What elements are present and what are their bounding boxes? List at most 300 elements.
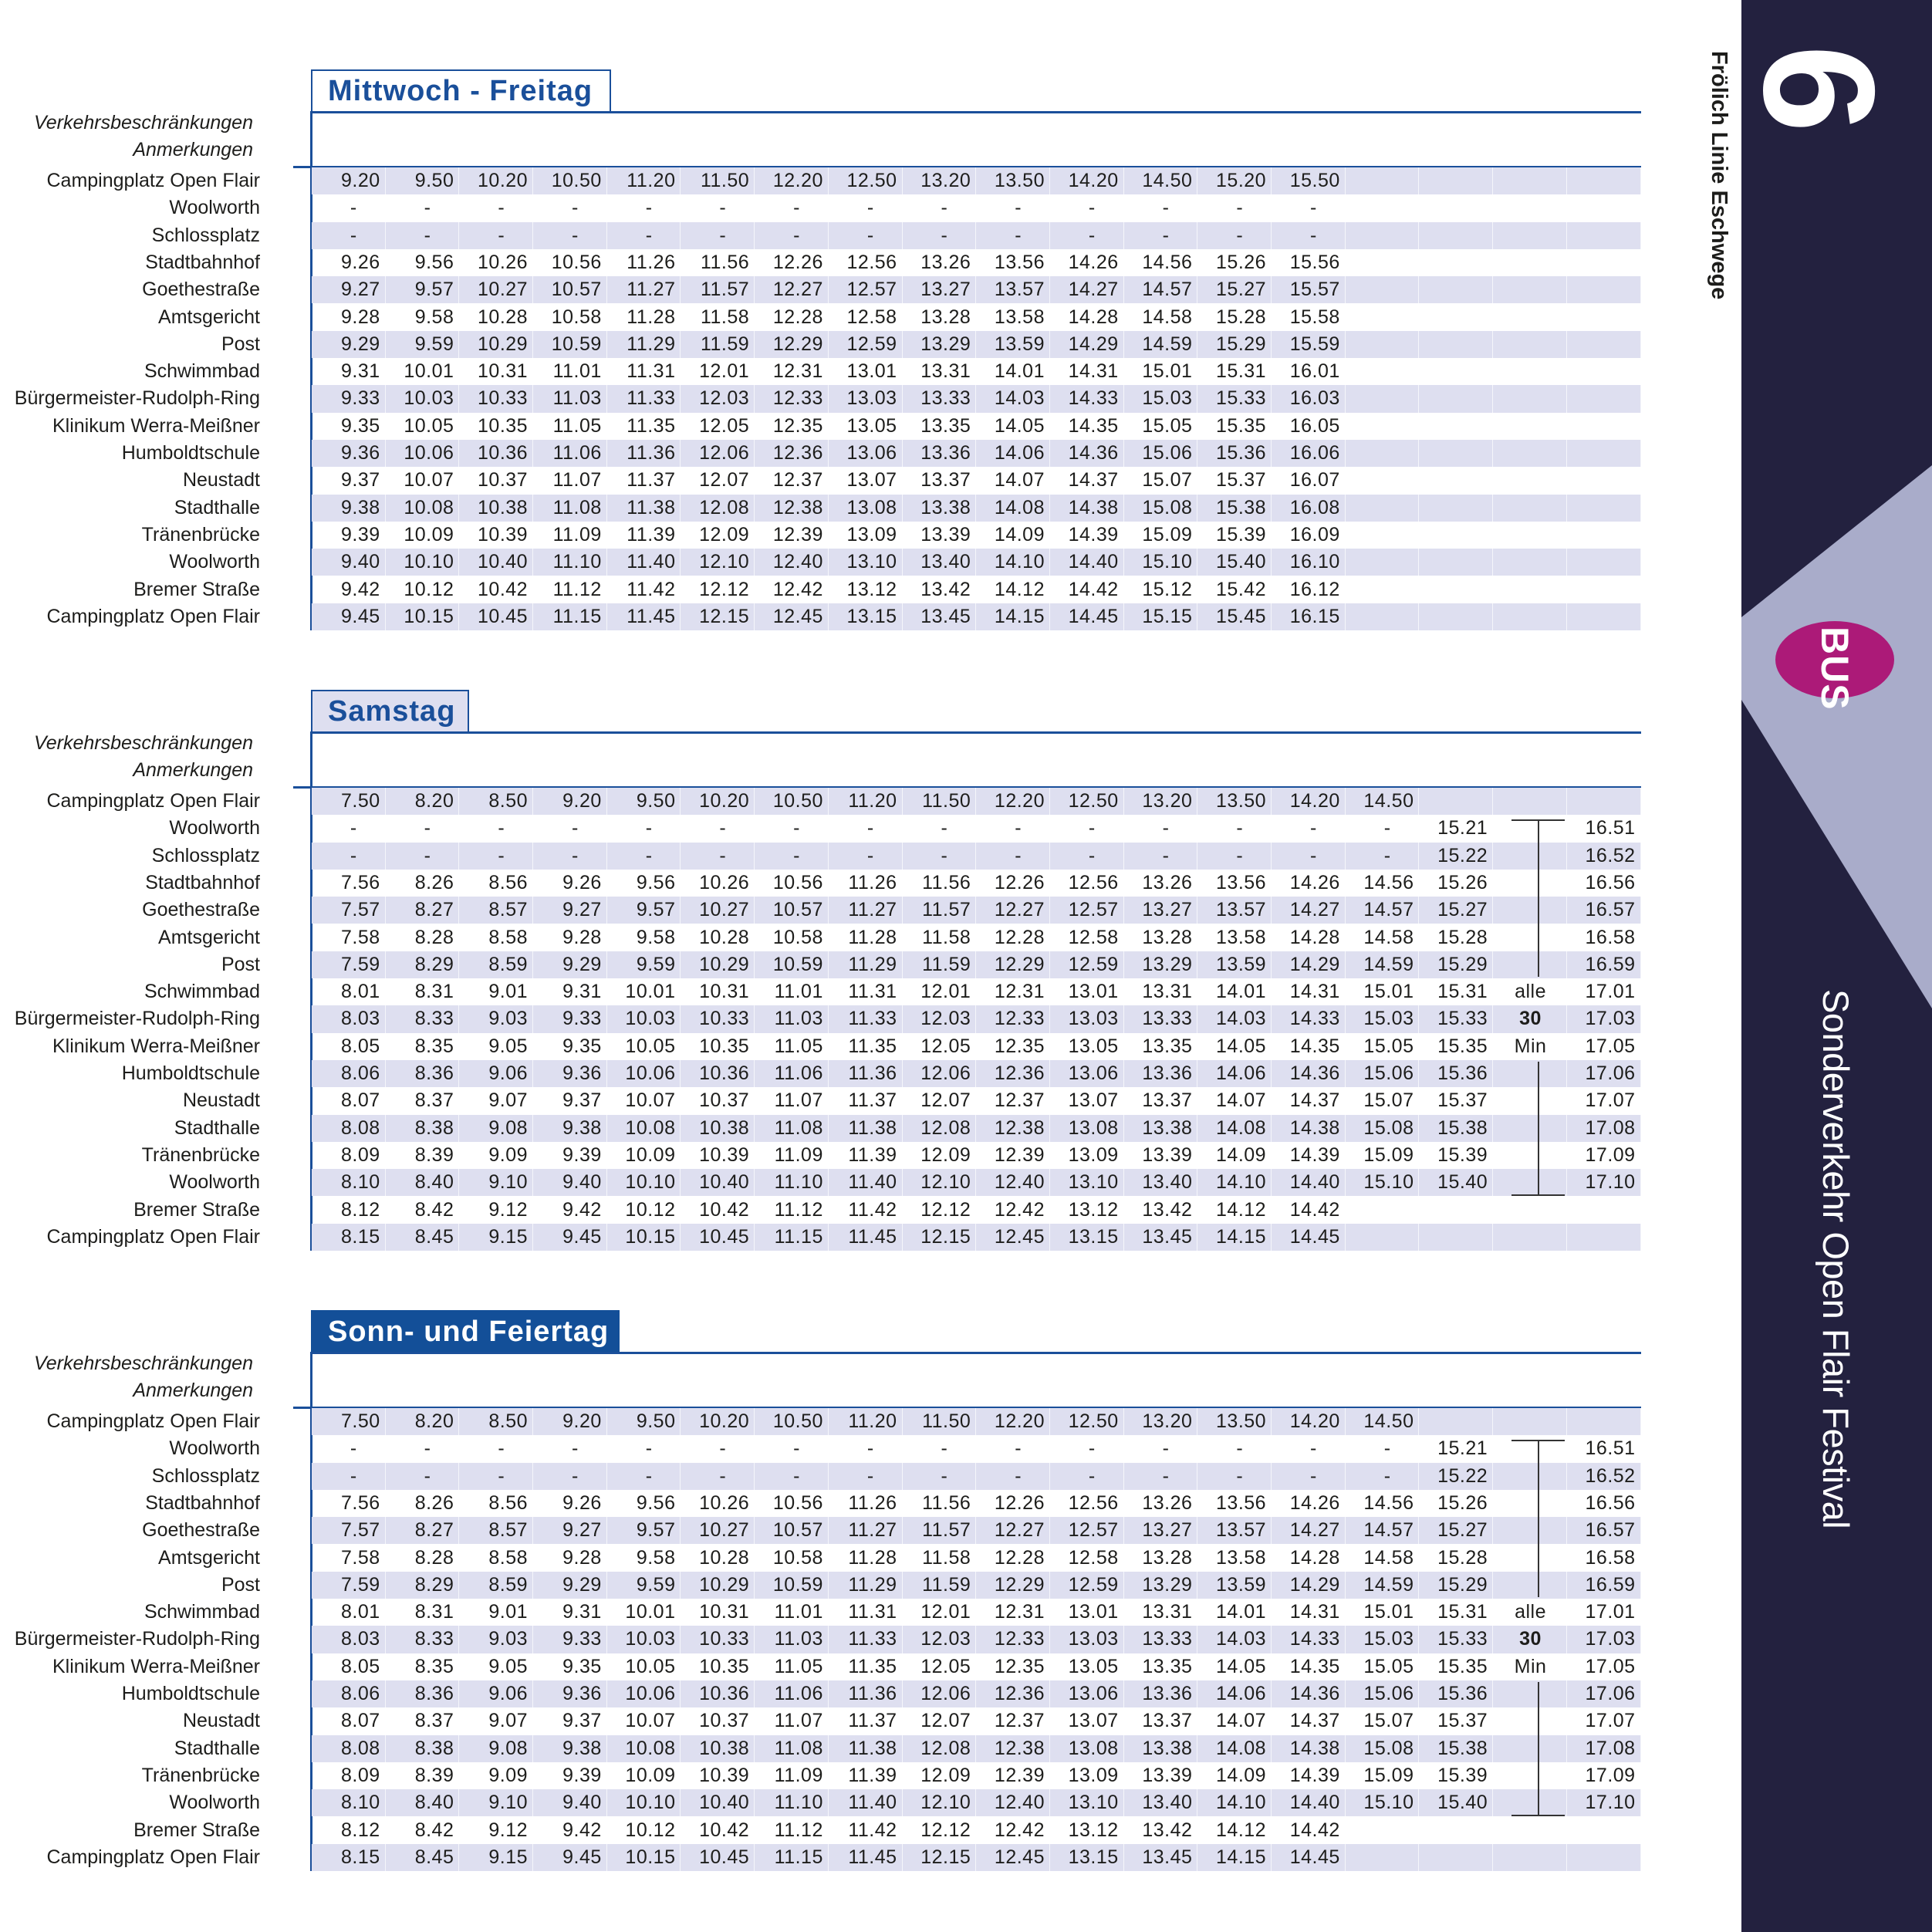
departure-time: 13.07 <box>1050 1087 1124 1114</box>
departure-time <box>1493 1844 1567 1871</box>
restrictions-label: Verkehrsbeschränkungen <box>34 1353 253 1374</box>
departure-time: - <box>1272 1463 1346 1490</box>
departure-time: 11.20 <box>829 1408 903 1435</box>
departure-time: 10.42 <box>681 1817 755 1844</box>
table-row <box>312 1735 1641 1762</box>
departure-time <box>1567 467 1641 494</box>
departure-time <box>1493 522 1567 549</box>
departure-time: 12.58 <box>1050 924 1124 951</box>
departure-time: - <box>681 1435 755 1462</box>
departure-time: 8.09 <box>312 1142 386 1169</box>
departure-time: 9.31 <box>533 978 607 1005</box>
header-top-line <box>311 111 1641 113</box>
departure-time: 11.29 <box>829 1572 903 1599</box>
side-triangle <box>1731 0 1932 1932</box>
departure-time <box>1420 194 1494 221</box>
header-top-line <box>311 731 1641 734</box>
interval-note: 30 <box>1493 1626 1567 1653</box>
bus-badge: BUS <box>1813 627 1856 711</box>
departure-time: 14.33 <box>1272 1005 1346 1032</box>
departure-time: 16.51 <box>1567 1435 1641 1462</box>
section-title-tab: Samstag <box>311 690 469 732</box>
departure-time: - <box>1050 815 1124 842</box>
table-row <box>312 467 1641 494</box>
departure-time: 17.06 <box>1567 1060 1641 1087</box>
departure-time: 9.01 <box>459 1599 533 1626</box>
departure-time: 11.05 <box>533 413 607 440</box>
departure-time: - <box>829 815 903 842</box>
departure-time: 15.28 <box>1197 304 1272 331</box>
departure-time: - <box>681 815 755 842</box>
departure-time: 11.12 <box>755 1817 829 1844</box>
departure-time: 10.09 <box>607 1142 681 1169</box>
departure-time: 9.40 <box>533 1789 607 1816</box>
departure-time <box>1493 1197 1567 1224</box>
departure-time <box>1567 331 1641 358</box>
table-row <box>312 1707 1641 1734</box>
departure-time: 11.50 <box>903 1408 977 1435</box>
departure-time: 12.09 <box>903 1142 977 1169</box>
table-row <box>312 1033 1641 1060</box>
departure-time: 17.08 <box>1567 1115 1641 1142</box>
departure-time: - <box>681 222 755 249</box>
departure-time: 13.38 <box>1124 1735 1198 1762</box>
departure-time: 14.37 <box>1272 1707 1346 1734</box>
departure-time: 10.38 <box>681 1735 755 1762</box>
departure-time: 15.40 <box>1420 1789 1494 1816</box>
departure-time: 11.07 <box>533 467 607 494</box>
departure-time: 12.35 <box>976 1653 1050 1680</box>
departure-time: - <box>459 194 533 221</box>
departure-time: 14.20 <box>1050 167 1124 194</box>
departure-time: 11.27 <box>829 1517 903 1544</box>
interval-note: alle <box>1493 978 1567 1005</box>
departure-time: 13.56 <box>976 249 1050 276</box>
departure-time: 14.35 <box>1272 1653 1346 1680</box>
table-row <box>312 897 1641 924</box>
departure-time: 15.08 <box>1124 495 1198 522</box>
departure-time: - <box>533 194 607 221</box>
departure-time: 13.56 <box>1197 1490 1272 1517</box>
departure-time: - <box>459 1435 533 1462</box>
departure-time <box>1346 440 1420 467</box>
departure-time: - <box>312 843 386 870</box>
departure-time: 7.50 <box>312 1408 386 1435</box>
departure-time: 11.36 <box>829 1060 903 1087</box>
departure-time: - <box>903 1463 977 1490</box>
departure-time: 12.37 <box>976 1087 1050 1114</box>
departure-time: 14.42 <box>1272 1817 1346 1844</box>
departure-time: 9.39 <box>533 1142 607 1169</box>
departure-time: 12.27 <box>976 1517 1050 1544</box>
departure-time: 14.38 <box>1272 1115 1346 1142</box>
stop-name: Bürgermeister-Rudolph-Ring <box>14 387 260 410</box>
departure-time: 16.03 <box>1272 385 1346 412</box>
departure-time: 9.28 <box>533 924 607 951</box>
departure-time: 13.31 <box>903 358 977 385</box>
stop-name: Goethestraße <box>142 899 260 921</box>
departure-time: 11.20 <box>829 788 903 815</box>
departure-time: 8.40 <box>386 1789 460 1816</box>
departure-time: 9.07 <box>459 1087 533 1114</box>
departure-time <box>1493 1408 1567 1435</box>
table-row <box>312 413 1641 440</box>
departure-time: - <box>1050 194 1124 221</box>
departure-time: 13.40 <box>1124 1789 1198 1816</box>
departure-time: - <box>755 222 829 249</box>
departure-time: 8.10 <box>312 1789 386 1816</box>
departure-time: 11.37 <box>607 467 681 494</box>
departure-time: 13.08 <box>1050 1735 1124 1762</box>
departure-time: 13.59 <box>1197 1572 1272 1599</box>
departure-time: 8.10 <box>312 1169 386 1196</box>
departure-time: 12.08 <box>903 1115 977 1142</box>
departure-time: 13.37 <box>1124 1087 1198 1114</box>
departure-time <box>1420 495 1494 522</box>
departure-time: 12.07 <box>903 1707 977 1734</box>
departure-time: 13.10 <box>1050 1169 1124 1196</box>
departure-time: 10.58 <box>533 304 607 331</box>
departure-time: - <box>312 194 386 221</box>
table-row <box>312 1762 1641 1789</box>
departure-time: 12.20 <box>976 1408 1050 1435</box>
departure-time: - <box>1197 194 1272 221</box>
departure-time: 14.38 <box>1272 1735 1346 1762</box>
departure-time: 13.28 <box>1124 924 1198 951</box>
departure-time: 10.56 <box>755 1490 829 1517</box>
departure-time: 15.26 <box>1420 870 1494 897</box>
departure-time: 8.35 <box>386 1653 460 1680</box>
table-row <box>312 1115 1641 1142</box>
departure-time: 15.05 <box>1346 1033 1420 1060</box>
departure-time: - <box>755 815 829 842</box>
departure-time <box>1493 1087 1567 1114</box>
departure-time: 12.27 <box>755 276 829 303</box>
departure-time: - <box>1346 1463 1420 1490</box>
departure-time: 8.50 <box>459 788 533 815</box>
departure-time: 16.59 <box>1567 951 1641 978</box>
departure-time <box>1346 549 1420 576</box>
departure-time: 13.59 <box>976 331 1050 358</box>
departure-time: 13.07 <box>829 467 903 494</box>
departure-time: 11.26 <box>829 1490 903 1517</box>
departure-time: 13.50 <box>1197 788 1272 815</box>
departure-time <box>1567 603 1641 630</box>
departure-time: 15.39 <box>1420 1762 1494 1789</box>
departure-time: 12.33 <box>976 1626 1050 1653</box>
departure-time <box>1567 194 1641 221</box>
departure-time: 14.58 <box>1346 924 1420 951</box>
departure-time: 11.31 <box>607 358 681 385</box>
departure-time: 16.58 <box>1567 1545 1641 1572</box>
departure-time: 11.33 <box>607 385 681 412</box>
table-row <box>312 522 1641 549</box>
departure-time: 9.33 <box>533 1626 607 1653</box>
departure-time: 10.08 <box>607 1115 681 1142</box>
departure-time: 14.28 <box>1272 924 1346 951</box>
table-row <box>312 1817 1641 1844</box>
departure-time: 13.01 <box>1050 978 1124 1005</box>
departure-time: 10.03 <box>607 1626 681 1653</box>
departure-time: 10.33 <box>459 385 533 412</box>
departure-time: 14.10 <box>976 549 1050 576</box>
departure-time: 8.36 <box>386 1680 460 1707</box>
departure-time: 14.36 <box>1272 1680 1346 1707</box>
departure-time: 13.28 <box>1124 1545 1198 1572</box>
departure-time: 11.10 <box>755 1169 829 1196</box>
departure-time: 11.09 <box>755 1762 829 1789</box>
departure-time <box>1567 249 1641 276</box>
departure-time: 14.01 <box>976 358 1050 385</box>
departure-time: 10.20 <box>681 1408 755 1435</box>
departure-time: 14.08 <box>1197 1115 1272 1142</box>
departure-time: 12.29 <box>755 331 829 358</box>
departure-time: 17.01 <box>1567 978 1641 1005</box>
departure-time <box>1567 1844 1641 1871</box>
departure-time: 15.38 <box>1420 1735 1494 1762</box>
departure-time: 17.03 <box>1567 1005 1641 1032</box>
departure-time: - <box>1272 194 1346 221</box>
departure-time <box>1346 1844 1420 1871</box>
departure-time: 10.39 <box>681 1762 755 1789</box>
departure-time: 8.58 <box>459 924 533 951</box>
departure-time: 11.27 <box>829 897 903 924</box>
departure-time: 14.57 <box>1346 897 1420 924</box>
departure-time: 8.03 <box>312 1005 386 1032</box>
stop-name: Woolworth <box>169 197 260 219</box>
departure-time: 11.36 <box>607 440 681 467</box>
table-row <box>312 1463 1641 1490</box>
departure-time: 13.27 <box>903 276 977 303</box>
stop-name: Campingplatz Open Flair <box>46 1225 260 1248</box>
departure-time: 12.29 <box>976 1572 1050 1599</box>
departure-time: 8.12 <box>312 1817 386 1844</box>
departure-time <box>1567 576 1641 603</box>
departure-time: 12.09 <box>681 522 755 549</box>
departure-time: 9.45 <box>312 603 386 630</box>
stop-name: Campingplatz Open Flair <box>46 1846 260 1868</box>
departure-time <box>1346 522 1420 549</box>
departure-time: 8.29 <box>386 951 460 978</box>
departure-time: 15.07 <box>1346 1087 1420 1114</box>
departure-time: 16.58 <box>1567 924 1641 951</box>
departure-time: - <box>1197 1435 1272 1462</box>
departure-time: 15.37 <box>1420 1707 1494 1734</box>
departure-time: 12.15 <box>903 1224 977 1251</box>
departure-time: 12.57 <box>1050 897 1124 924</box>
departure-time: 12.40 <box>755 549 829 576</box>
departure-time: - <box>1124 1435 1198 1462</box>
departure-time <box>1346 495 1420 522</box>
departure-time: 14.31 <box>1272 978 1346 1005</box>
departure-time: 11.50 <box>681 167 755 194</box>
departure-time: - <box>607 194 681 221</box>
departure-time <box>1420 1224 1494 1251</box>
departure-time: 14.12 <box>1197 1817 1272 1844</box>
departure-time: 11.38 <box>829 1735 903 1762</box>
departure-time: 11.39 <box>829 1762 903 1789</box>
departure-time: 17.07 <box>1567 1087 1641 1114</box>
departure-time <box>1493 843 1567 870</box>
departure-time: 10.31 <box>459 358 533 385</box>
departure-time: 10.15 <box>607 1224 681 1251</box>
departure-time: 12.33 <box>755 385 829 412</box>
departure-time: 15.31 <box>1420 1599 1494 1626</box>
departure-time <box>1420 522 1494 549</box>
departure-time: 15.01 <box>1346 978 1420 1005</box>
departure-time: 12.58 <box>829 304 903 331</box>
departure-time: 13.05 <box>1050 1653 1124 1680</box>
departure-time: 9.31 <box>533 1599 607 1626</box>
departure-time: 11.37 <box>829 1087 903 1114</box>
departure-time: 12.07 <box>681 467 755 494</box>
departure-time: 14.36 <box>1050 440 1124 467</box>
departure-time: 12.05 <box>903 1033 977 1060</box>
departure-time: - <box>976 1463 1050 1490</box>
departure-time: 14.50 <box>1124 167 1198 194</box>
departure-time: 15.01 <box>1346 1599 1420 1626</box>
departure-time <box>1493 924 1567 951</box>
departure-time: 11.08 <box>755 1115 829 1142</box>
departure-time: 13.50 <box>1197 1408 1272 1435</box>
departure-time: 10.56 <box>755 870 829 897</box>
departure-time: 11.10 <box>755 1789 829 1816</box>
departure-time: 15.12 <box>1124 576 1198 603</box>
departure-time: 14.29 <box>1272 951 1346 978</box>
departure-time: 13.58 <box>976 304 1050 331</box>
departure-time: 11.37 <box>829 1707 903 1734</box>
interval-note: Min <box>1493 1653 1567 1680</box>
table-row <box>312 1060 1641 1087</box>
departure-time: 10.58 <box>755 924 829 951</box>
stop-name: Woolworth <box>169 1792 260 1814</box>
departure-time: 10.42 <box>681 1197 755 1224</box>
stop-name: Amtsgericht <box>158 1546 260 1569</box>
departure-time: 11.20 <box>607 167 681 194</box>
departure-time: 15.26 <box>1420 1490 1494 1517</box>
departure-time <box>1567 1197 1641 1224</box>
stop-name: Stadthalle <box>174 496 260 518</box>
departure-time <box>1346 467 1420 494</box>
departure-time: 9.36 <box>533 1060 607 1087</box>
departure-time: 13.09 <box>1050 1762 1124 1789</box>
stop-name: Neustadt <box>182 1710 260 1732</box>
departure-time: 10.28 <box>459 304 533 331</box>
departure-time <box>1346 249 1420 276</box>
departure-time: 14.01 <box>1197 1599 1272 1626</box>
departure-time: 12.27 <box>976 897 1050 924</box>
departure-time: 10.37 <box>459 467 533 494</box>
departure-time: 15.03 <box>1346 1005 1420 1032</box>
departure-time: 10.58 <box>755 1545 829 1572</box>
departure-time: 12.56 <box>829 249 903 276</box>
departure-time <box>1346 1224 1420 1251</box>
table-row <box>312 1545 1641 1572</box>
departure-time: 16.08 <box>1272 495 1346 522</box>
departure-time: - <box>903 222 977 249</box>
departure-time: 17.10 <box>1567 1789 1641 1816</box>
departure-time: 10.06 <box>607 1060 681 1087</box>
departure-time: 15.10 <box>1346 1169 1420 1196</box>
departure-time: 14.59 <box>1124 331 1198 358</box>
departure-time: 16.06 <box>1272 440 1346 467</box>
departure-time: 9.31 <box>312 358 386 385</box>
departure-time: 14.15 <box>976 603 1050 630</box>
stop-name: Schlossplatz <box>151 224 260 246</box>
table-row <box>312 385 1641 412</box>
departure-time: - <box>1346 815 1420 842</box>
table-row <box>312 167 1641 194</box>
departure-time: 10.15 <box>607 1844 681 1871</box>
stop-name: Stadthalle <box>174 1116 260 1139</box>
departure-time: 14.39 <box>1272 1762 1346 1789</box>
departure-time: - <box>829 194 903 221</box>
departure-time: 11.40 <box>829 1169 903 1196</box>
departure-time <box>1567 167 1641 194</box>
departure-time: - <box>607 843 681 870</box>
departure-time: 8.35 <box>386 1033 460 1060</box>
departure-time <box>1493 1224 1567 1251</box>
departure-time: 12.39 <box>755 522 829 549</box>
departure-time: 11.28 <box>607 304 681 331</box>
departure-time <box>1493 788 1567 815</box>
departure-time: 15.07 <box>1124 467 1198 494</box>
stop-name: Tränenbrücke <box>141 523 260 545</box>
departure-time: 10.12 <box>607 1817 681 1844</box>
departure-time: 8.42 <box>386 1817 460 1844</box>
departure-time: 8.58 <box>459 1545 533 1572</box>
departure-time: 8.27 <box>386 1517 460 1544</box>
departure-time: 15.38 <box>1197 495 1272 522</box>
departure-time: 7.50 <box>312 788 386 815</box>
departure-time: 14.03 <box>1197 1626 1272 1653</box>
departure-time: - <box>1050 1435 1124 1462</box>
departure-time: 14.03 <box>976 385 1050 412</box>
departure-time: 14.26 <box>1272 1490 1346 1517</box>
departure-time: 12.42 <box>976 1817 1050 1844</box>
departure-time: 15.42 <box>1197 576 1272 603</box>
departure-time: 13.38 <box>903 495 977 522</box>
departure-time <box>1493 870 1567 897</box>
stop-name: Woolworth <box>169 817 260 839</box>
stop-name: Klinikum Werra-Meißner <box>52 1035 260 1057</box>
departure-time: 15.45 <box>1197 603 1272 630</box>
departure-time: 8.40 <box>386 1169 460 1196</box>
departure-time: 16.56 <box>1567 1490 1641 1517</box>
departure-time: 14.15 <box>1197 1224 1272 1251</box>
departure-time: 16.01 <box>1272 358 1346 385</box>
table-row <box>312 276 1641 303</box>
departure-time <box>1567 358 1641 385</box>
departure-time: 8.07 <box>312 1087 386 1114</box>
departure-time <box>1493 1115 1567 1142</box>
departure-time: 8.01 <box>312 978 386 1005</box>
departure-time: 13.03 <box>1050 1005 1124 1032</box>
departure-time: 8.31 <box>386 978 460 1005</box>
departure-time: 15.31 <box>1197 358 1272 385</box>
departure-time: 11.57 <box>903 897 977 924</box>
departure-time <box>1420 440 1494 467</box>
departure-time: 15.28 <box>1420 924 1494 951</box>
departure-time: 15.27 <box>1197 276 1272 303</box>
departure-time: 8.45 <box>386 1224 460 1251</box>
departure-time: 11.01 <box>533 358 607 385</box>
departure-time: 14.33 <box>1050 385 1124 412</box>
departure-time: 13.01 <box>1050 1599 1124 1626</box>
departure-time <box>1493 951 1567 978</box>
departure-time: 11.35 <box>607 413 681 440</box>
departure-time: 9.07 <box>459 1707 533 1734</box>
